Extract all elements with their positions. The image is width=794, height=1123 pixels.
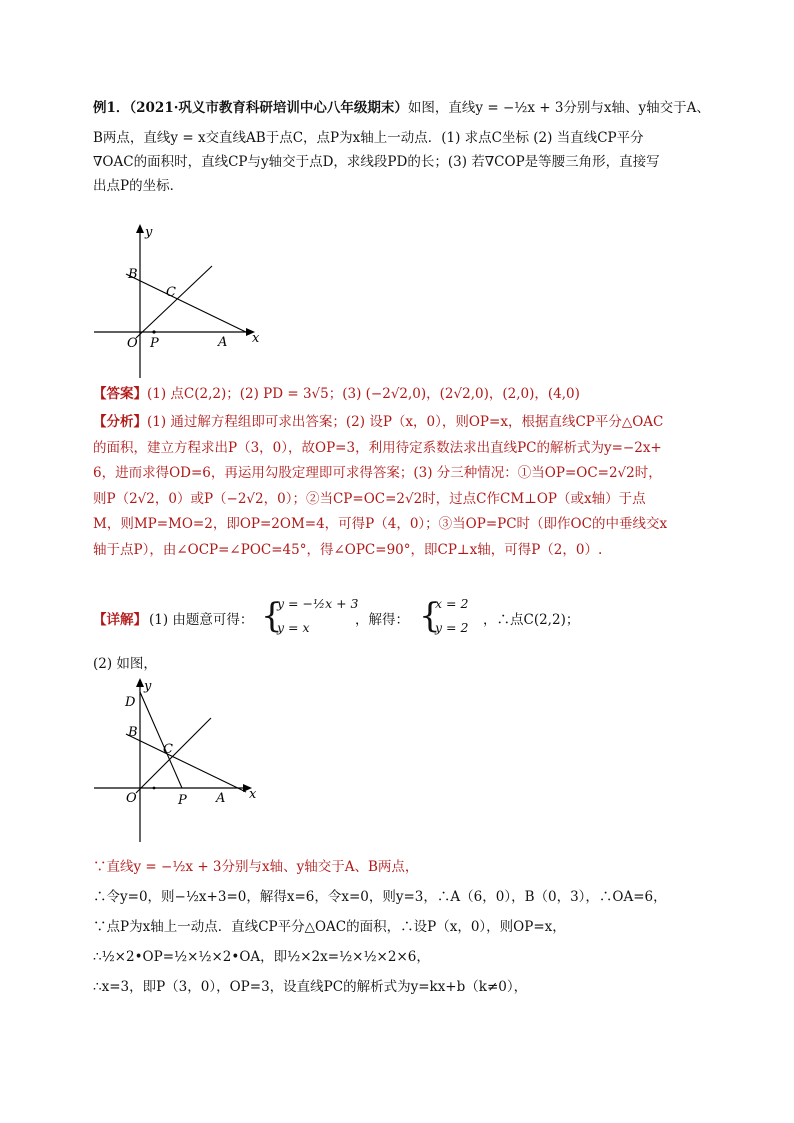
analysis-line-6: 轴于点P），由∠OCP=∠POC=45°，得∠OPC=90°，即CP⊥x轴，可得P（2，0）. xyxy=(93,541,603,558)
figure1-label-a: A xyxy=(218,335,228,350)
detail-part-2: (2) 如图， xyxy=(93,656,157,672)
figure-2-coordinate-diagram xyxy=(88,676,268,844)
problem-line-2: B两点，直线y = x交直线AB于点C，点P为x轴上一动点．(1) 求点C坐标 (2) 当直线CP平分 xyxy=(93,130,644,146)
solution-step-1-text: ∵直线y = −½x + 3分别与x轴、y轴交于A、B两点， xyxy=(93,859,419,875)
detail-solve: ，解得： xyxy=(355,612,409,628)
solution-step-5: ∴x=3，即P（3，0），OP=3，设直线PC的解析式为y=kx+b（k≠0）， xyxy=(93,979,528,995)
analysis-line-2: 的面积，建立方程求出P（3，0），故OP=3，利用待定系数法求出直线PC的解析式为y=−2x+ xyxy=(93,439,662,456)
figure2-label-y: y xyxy=(144,679,152,694)
analysis-tag: 【分析】 xyxy=(93,414,147,430)
figure1-y-arrow-icon xyxy=(136,224,144,233)
figure1-label-p: P xyxy=(150,336,159,351)
detail-intro: (1) 由题意可得： xyxy=(149,612,254,628)
system-eq-1: y = −½x + 3 xyxy=(277,596,359,611)
system-eq-2: y = x xyxy=(277,620,310,635)
figure-1-coordinate-diagram xyxy=(88,222,268,382)
detail-tag: 【详解】 xyxy=(93,612,147,628)
figure2-label-o: O xyxy=(126,791,137,806)
detail-result: ，∴点C(2,2)； xyxy=(483,612,580,628)
solution-steps xyxy=(93,852,703,1002)
problem-line-4: 出点P的坐标． xyxy=(93,178,184,194)
solution-step-1 xyxy=(93,852,703,882)
answer-text: (1) 点C(2,2)；(2) PD = 3√5；(3) (−2√2,0)，(2√2,0)，(2,0)，(4,0) xyxy=(147,386,580,402)
solution-step-2: ∴令y=0，则−½x+3=0，解得x=6，令x=0，则y=3，∴A（6，0），B（0，3），∴OA=6， xyxy=(93,889,667,905)
problem-line-1: 如图，直线y = −½x + 3分别与x轴、y轴交于A、 xyxy=(407,100,710,116)
figure2-point-p xyxy=(153,787,156,790)
figure1-label-y: y xyxy=(145,225,153,240)
figure2-line-dp xyxy=(140,692,182,788)
solution-step-3: ∵点P为x轴上一动点．直线CP平分△OAC的面积，∴设P（x，0），则OP=x， xyxy=(93,919,566,935)
solution-eq-2: y = 2 xyxy=(435,620,469,635)
example-source: 例1．（2021·巩义市教育科研培训中心八年级期末） xyxy=(93,100,408,116)
solution-step-4: ∴½×2•OP=½×½×2•OA，即½×2x=½×½×2×6， xyxy=(93,949,430,965)
figure2-line-y-eq-x xyxy=(136,718,211,793)
part-2-heading xyxy=(93,652,703,676)
figure1-label-o: O xyxy=(127,336,138,351)
analysis-line-5: M，则MP=MO=2，即OP=2OM=4，可得P（4，0）；③当OP=PC时（即作OC的中垂线交x xyxy=(93,516,668,532)
figure1-label-b: B xyxy=(128,267,138,282)
problem-statement xyxy=(93,96,710,198)
system-brace-1: { xyxy=(261,596,283,636)
system-brace-2: { xyxy=(419,596,441,636)
figure2-label-a: A xyxy=(216,791,226,806)
figure2-label-x: x xyxy=(249,787,257,802)
figure1-label-x: x xyxy=(252,331,260,346)
figure2-label-c: C xyxy=(163,742,173,757)
figure1-label-c: C xyxy=(166,285,176,300)
analysis-section xyxy=(93,410,703,563)
figure1-line-y-eq-x xyxy=(136,266,212,338)
answer-section xyxy=(93,382,703,406)
figure2-label-d: D xyxy=(125,695,136,710)
analysis-line-1: (1) 通过解方程组即可求出答案；(2) 设P（x，0），则OP=x，根据直线CP平分△OAC xyxy=(147,414,664,430)
figure2-y-arrow-icon xyxy=(136,678,144,687)
solution-eq-1: x = 2 xyxy=(435,596,469,611)
analysis-line-4: 则P（2√2，0）或P（−2√2，0）；②当CP=OC=2√2时，过点C作CM⊥OP（或x轴）于点 xyxy=(93,490,646,507)
analysis-line-3: 6，进而求得OD=6，再运用勾股定理即可求得答案；(3) 分三种情况：①当OP=OC=2√2时， xyxy=(93,465,662,481)
figure1-line-ab xyxy=(126,274,250,334)
figure2-label-b: B xyxy=(128,725,138,740)
answer-tag: 【答案】 xyxy=(93,386,147,402)
figure1-point-p xyxy=(152,330,155,333)
problem-line-3: ∇OAC的面积时，直线CP与y轴交于点D，求线段PD的长；(3) 若∇COP是等腰三角形，直接写 xyxy=(93,154,660,170)
figure2-label-p: P xyxy=(178,793,187,808)
